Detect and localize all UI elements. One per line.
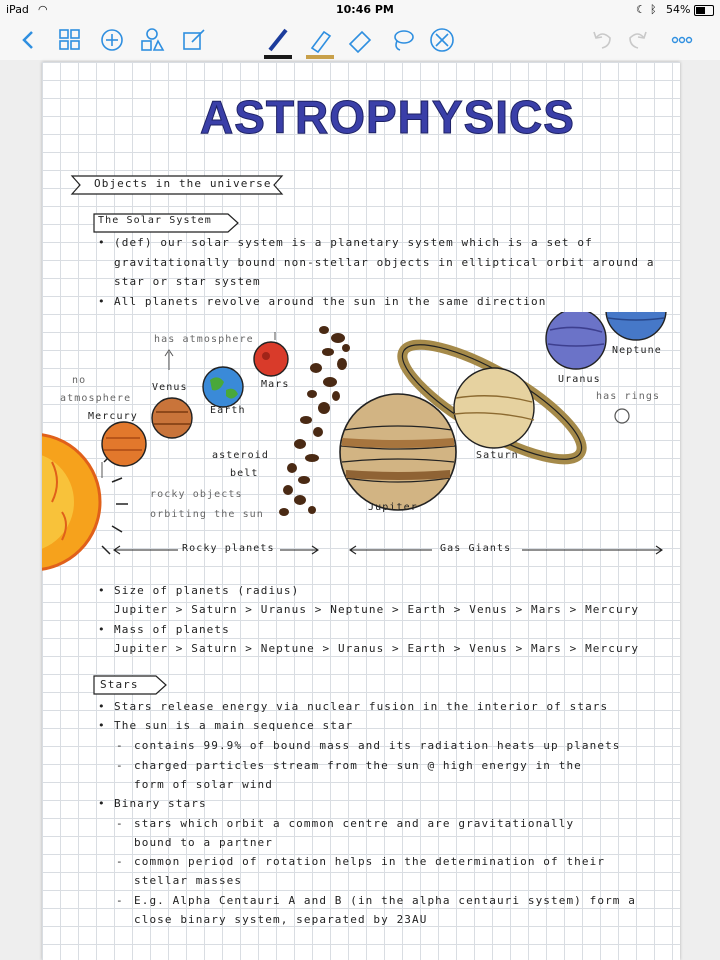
bullet-dot: •: [98, 295, 106, 308]
mercury-drawing: [102, 422, 146, 466]
shapes-icon[interactable]: [138, 26, 166, 54]
bullet-dot: •: [98, 797, 106, 810]
note-line: Stars release energy via nuclear fusion in the interior of stars: [114, 700, 609, 713]
venus-drawing: [152, 398, 192, 438]
label-jupiter: Jupiter: [368, 502, 418, 513]
label-rocky-planets: Rocky planets: [182, 543, 275, 554]
note-line: Binary stars: [114, 797, 207, 810]
battery-icon: [694, 5, 714, 16]
note-line: Jupiter > Saturn > Uranus > Neptune > Earth > Venus > Mars > Mercury: [114, 603, 640, 616]
undo-icon[interactable]: [588, 26, 616, 54]
dash: -: [116, 817, 124, 830]
solar-system-drawing: [42, 312, 680, 612]
note-line: The sun is a main sequence star: [114, 719, 354, 732]
earth-drawing: [203, 367, 243, 407]
battery-percent: 54%: [666, 3, 691, 16]
bullet-dot: •: [98, 719, 106, 732]
bullet-dot: •: [98, 623, 106, 636]
label-gas-giants: Gas Giants: [440, 543, 512, 554]
note-line: common period of rotation helps in the determination of their: [134, 855, 606, 868]
label-earth: Earth: [210, 405, 246, 416]
bullet-dot: •: [98, 236, 106, 249]
note-page[interactable]: [42, 62, 680, 960]
label-orbiting: orbiting the sun: [150, 509, 264, 520]
saturn-drawing: [454, 368, 534, 448]
note-line: stars which orbit a common centre and are gravitationally: [134, 817, 575, 830]
note-line: All planets revolve around the sun in the same direction: [114, 295, 547, 308]
stars-heading: Stars: [100, 678, 139, 691]
note-line: bound to a partner: [134, 836, 274, 849]
label-neptune: Neptune: [612, 345, 662, 356]
back-chevron-icon[interactable]: [14, 26, 42, 54]
label-saturn: Saturn: [476, 450, 519, 461]
jupiter-drawing: [340, 394, 456, 510]
add-icon[interactable]: [98, 26, 126, 54]
lasso-icon[interactable]: [388, 26, 416, 54]
note-line: Jupiter > Saturn > Neptune > Uranus > Earth > Venus > Mars > Mercury: [114, 642, 640, 655]
pen-icon[interactable]: [262, 26, 294, 54]
note-line: form of solar wind: [134, 778, 274, 791]
page-title: ASTROPHYSICS: [200, 91, 575, 143]
dash: -: [116, 894, 124, 907]
label-venus: Venus: [152, 382, 188, 393]
note-line: close binary system, separated by 23AU: [134, 913, 428, 926]
label-mercury: Mercury: [88, 411, 138, 422]
status-bar: [0, 0, 720, 20]
note-line: gravitationally bound non-stellar objects in elliptical orbit around a: [114, 256, 655, 269]
toolbar: [0, 20, 720, 61]
bullet-dot: •: [98, 700, 106, 713]
label-asteroid: asteroid: [212, 450, 269, 461]
note-line: charged particles stream from the sun @ high energy in the: [134, 759, 582, 772]
mars-drawing: [254, 342, 288, 376]
label-no-atmosphere: no: [72, 375, 87, 386]
asteroid-belt-drawing: [279, 326, 350, 516]
more-icon[interactable]: [668, 26, 696, 54]
rings-icon: [615, 409, 629, 423]
note-line: E.g. Alpha Centauri A and B (in the alpha centauri system) form a: [134, 894, 636, 907]
bluetooth-icon: ᛒ: [650, 3, 657, 16]
moon-icon: ☾: [636, 3, 646, 16]
uranus-drawing: [546, 312, 606, 369]
label-has-atmosphere: has atmosphere: [154, 334, 254, 345]
subsection-heading: The Solar System: [98, 215, 212, 226]
neptune-drawing: [606, 312, 666, 340]
device-label: iPad: [6, 3, 29, 16]
grid-icon[interactable]: [56, 26, 84, 54]
note-line: Size of planets (radius): [114, 584, 300, 597]
note-line: (def) our solar system is a planetary system which is a set of: [114, 236, 593, 249]
label-rocky-objects: rocky objects: [150, 489, 243, 500]
close-icon[interactable]: [428, 26, 456, 54]
redo-icon[interactable]: [624, 26, 652, 54]
note-line: Mass of planets: [114, 623, 230, 636]
label-uranus: Uranus: [558, 374, 601, 385]
label-no-atmosphere-2: atmosphere: [60, 393, 132, 404]
note-line: stellar masses: [134, 874, 243, 887]
clock: 10:46 PM: [336, 3, 394, 16]
section-heading: Objects in the universe: [94, 177, 272, 190]
label-belt: belt: [230, 468, 259, 479]
highlighter-icon[interactable]: [304, 26, 336, 54]
dash: -: [116, 855, 124, 868]
dash: -: [116, 739, 124, 752]
note-line: star or star system: [114, 275, 261, 288]
label-has-rings: has rings: [596, 391, 661, 402]
bullet-dot: •: [98, 584, 106, 597]
edit-icon[interactable]: [180, 26, 208, 54]
eraser-icon[interactable]: [346, 26, 374, 54]
wifi-icon: ◠: [38, 3, 48, 16]
label-mars: Mars: [261, 379, 290, 390]
note-line: contains 99.9% of bound mass and its radiation heats up planets: [134, 739, 621, 752]
dash: -: [116, 759, 124, 772]
